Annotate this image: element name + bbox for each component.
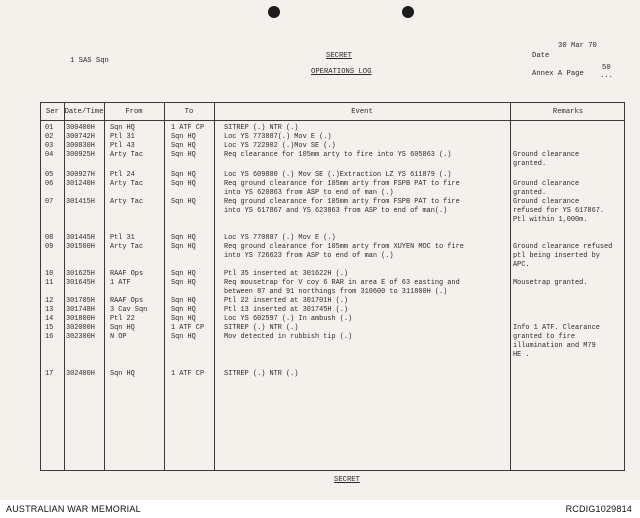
row-remarks-line: Mousetrap granted. bbox=[513, 279, 588, 287]
row-datetime: 301415H bbox=[66, 198, 95, 206]
row-event-line: Req mousetrap for V coy 6 RAR in area E of 63 easting and bbox=[224, 279, 460, 287]
row-from: RAAF Ops bbox=[110, 297, 144, 305]
row-remarks-line: refused for YS 617867. bbox=[513, 206, 604, 215]
row-to: Sqn HQ bbox=[171, 243, 196, 251]
row-from: RAAF Ops bbox=[110, 270, 144, 278]
row-event bbox=[224, 333, 352, 342]
column-divider bbox=[104, 103, 105, 470]
row-to: Sqn HQ bbox=[171, 279, 196, 287]
classification-bottom: SECRET bbox=[334, 476, 360, 484]
row-remarks bbox=[513, 198, 604, 224]
row-remarks-line: Ptl within 1,000m. bbox=[513, 215, 588, 224]
row-to: Sqn HQ bbox=[171, 180, 196, 188]
row-datetime: 301705H bbox=[66, 297, 95, 305]
row-to: 1 ATF CP bbox=[171, 370, 205, 378]
column-header-datetime: Date/Time bbox=[64, 108, 104, 116]
archive-footer bbox=[0, 500, 640, 518]
row-event bbox=[224, 142, 336, 151]
row-event-line: Req ground clearance for 105mm arty from FSPB PAT to fire bbox=[224, 198, 460, 206]
row-ser: 02 bbox=[45, 133, 54, 141]
row-from: N OP bbox=[110, 333, 127, 341]
row-from: Sqn HQ bbox=[110, 124, 135, 132]
row-event-line: Loc YS 773887(.) Mov E (.) bbox=[224, 133, 332, 141]
row-from: Ptl 22 bbox=[110, 315, 135, 323]
row-ser: 08 bbox=[45, 234, 54, 242]
row-datetime: 301240H bbox=[66, 180, 95, 188]
date-label: Date bbox=[532, 52, 550, 60]
row-remarks bbox=[513, 243, 612, 269]
row-to: Sqn HQ bbox=[171, 234, 196, 242]
column-divider bbox=[510, 103, 511, 470]
row-event-line: Req ground clearance for 105mm arty from FSPB PAT to fire bbox=[224, 180, 460, 188]
row-ser: 13 bbox=[45, 306, 54, 314]
log-title: OPERATIONS LOG bbox=[311, 68, 372, 76]
row-datetime: 301645H bbox=[66, 279, 95, 287]
row-event-line: SITREP (.) NTR (.) bbox=[224, 370, 299, 378]
row-event-line: Loc YS 722902 (.)Mov SE (.) bbox=[224, 142, 336, 150]
row-datetime: 302300H bbox=[66, 333, 95, 341]
row-remarks bbox=[513, 279, 587, 288]
row-datetime: 300927H bbox=[66, 171, 95, 179]
row-to: Sqn HQ bbox=[171, 142, 196, 150]
column-header-to: To bbox=[184, 108, 194, 116]
row-event-line: SITREP (.) NTR (.) bbox=[224, 324, 299, 332]
row-to: Sqn HQ bbox=[171, 198, 196, 206]
row-event bbox=[224, 198, 460, 216]
row-event-line: into YS 617867 and YS 623863 from ASP to end of man(.) bbox=[224, 206, 448, 215]
column-header-from: From bbox=[125, 108, 143, 116]
punch-hole bbox=[268, 6, 280, 18]
row-from: Arty Tac bbox=[110, 198, 144, 206]
row-from: Ptl 43 bbox=[110, 142, 135, 150]
row-event-line: between 87 and 91 northings from 310600 to 311800H (.) bbox=[224, 287, 448, 296]
row-event-line: Req ground clearance for 105mm arty from XUYEN MOC to fire bbox=[224, 243, 464, 251]
row-event bbox=[224, 234, 336, 243]
row-datetime: 300830H bbox=[66, 142, 95, 150]
archive-reference: RCDIG1029814 bbox=[565, 504, 632, 514]
row-ser: 09 bbox=[45, 243, 54, 251]
row-event-line: Ptl 35 inserted at 301622H (.) bbox=[224, 270, 349, 278]
row-from: Arty Tac bbox=[110, 243, 144, 251]
row-from: Arty Tac bbox=[110, 180, 144, 188]
row-datetime: 301625H bbox=[66, 270, 95, 278]
row-event bbox=[224, 324, 298, 333]
row-event bbox=[224, 297, 348, 306]
row-ser: 07 bbox=[45, 198, 54, 206]
annex-page-label: Annex A Page bbox=[532, 70, 584, 78]
row-to: Sqn HQ bbox=[171, 333, 196, 341]
column-divider bbox=[214, 103, 215, 470]
row-to: Sqn HQ bbox=[171, 171, 196, 179]
row-ser: 06 bbox=[45, 180, 54, 188]
row-datetime: 302400H bbox=[66, 370, 95, 378]
row-ser: 14 bbox=[45, 315, 54, 323]
row-event bbox=[224, 306, 348, 315]
row-event bbox=[224, 270, 348, 279]
row-remarks bbox=[513, 333, 596, 359]
row-ser: 11 bbox=[45, 279, 54, 287]
column-header-ser: Ser bbox=[46, 108, 59, 116]
row-datetime: 300400H bbox=[66, 124, 95, 132]
row-event bbox=[224, 180, 460, 198]
row-remarks bbox=[513, 180, 579, 198]
row-event-line: SITREP (.) NTR (.) bbox=[224, 124, 299, 132]
row-to: Sqn HQ bbox=[171, 133, 196, 141]
row-datetime: 301748H bbox=[66, 306, 95, 314]
row-ser: 12 bbox=[45, 297, 54, 305]
column-divider bbox=[64, 103, 65, 470]
row-datetime: 301445H bbox=[66, 234, 95, 242]
punch-hole bbox=[402, 6, 414, 18]
archive-name: AUSTRALIAN WAR MEMORIAL bbox=[6, 504, 141, 514]
row-from: Sqn HQ bbox=[110, 324, 135, 332]
row-remarks-line: Info 1 ATF. Clearance bbox=[513, 324, 600, 332]
row-remarks-line: Ground clearance refused bbox=[513, 243, 613, 251]
row-ser: 01 bbox=[45, 124, 54, 132]
row-event bbox=[224, 370, 298, 379]
row-from: Ptl 31 bbox=[110, 133, 135, 141]
row-ser: 17 bbox=[45, 370, 54, 378]
row-ser: 15 bbox=[45, 324, 54, 332]
row-event-line: into YS 620863 from ASP to end of man (.) bbox=[224, 188, 394, 197]
row-event-line: Loc YS 609880 (.) Mov SE (.)Extraction LZ YS 611879 (.) bbox=[224, 171, 452, 179]
row-remarks-line: ptl being inserted by bbox=[513, 251, 600, 260]
row-datetime: 300742H bbox=[66, 133, 95, 141]
row-remarks bbox=[513, 151, 579, 169]
row-from: Ptl 24 bbox=[110, 171, 135, 179]
header-rule bbox=[41, 120, 624, 121]
row-to: 1 ATF CP bbox=[171, 324, 205, 332]
row-from: Sqn HQ bbox=[110, 370, 135, 378]
column-header-remarks: Remarks bbox=[552, 108, 584, 116]
row-to: Sqn HQ bbox=[171, 270, 196, 278]
row-event-line: Ptl 22 inserted at 301701H (.) bbox=[224, 297, 349, 305]
operations-log-table bbox=[40, 102, 625, 471]
row-ser: 05 bbox=[45, 171, 54, 179]
row-remarks-line: granted. bbox=[513, 188, 547, 197]
row-from: Ptl 31 bbox=[110, 234, 135, 242]
unit-name: 1 SAS Sqn bbox=[70, 57, 109, 65]
row-datetime: 302000H bbox=[66, 324, 95, 332]
row-to: Sqn HQ bbox=[171, 315, 196, 323]
row-event bbox=[224, 151, 451, 160]
row-remarks-line: granted. bbox=[513, 159, 547, 168]
row-event bbox=[224, 315, 352, 324]
row-event-line: Ptl 13 inserted at 301745H (.) bbox=[224, 306, 349, 314]
row-event bbox=[224, 279, 460, 297]
row-remarks-line: Ground clearance bbox=[513, 180, 580, 188]
row-remarks-line: APC. bbox=[513, 260, 530, 269]
row-remarks-line: Ground clearance bbox=[513, 198, 580, 206]
row-ser: 16 bbox=[45, 333, 54, 341]
page-number-dots: ... bbox=[600, 72, 613, 80]
row-ser: 04 bbox=[45, 151, 54, 159]
classification-top: SECRET bbox=[326, 52, 352, 60]
row-remarks-line: HE . bbox=[513, 350, 530, 359]
row-event-line: Loc YS 770887 (.) Mov E (.) bbox=[224, 234, 336, 242]
row-to: 1 ATF CP bbox=[171, 124, 205, 132]
row-datetime: 301800H bbox=[66, 315, 95, 323]
row-event-line: Mov detected in rubbish tip (.) bbox=[224, 333, 353, 341]
row-event bbox=[224, 133, 332, 142]
row-datetime: 301500H bbox=[66, 243, 95, 251]
row-event-line: Req clearance for 105mm arty to fire into YS 605863 (.) bbox=[224, 151, 452, 159]
row-event bbox=[224, 171, 451, 180]
column-divider bbox=[164, 103, 165, 470]
row-from: 1 ATF bbox=[110, 279, 131, 287]
row-event-line: Loc YS 602597 (.) In ambush (.) bbox=[224, 315, 353, 323]
row-remarks-line: granted to fire bbox=[513, 333, 576, 341]
row-event bbox=[224, 124, 298, 133]
row-ser: 03 bbox=[45, 142, 54, 150]
date-value: 30 Mar 70 bbox=[558, 42, 597, 50]
row-from: 3 Cav Sqn bbox=[110, 306, 148, 314]
row-to: Sqn HQ bbox=[171, 151, 196, 159]
row-ser: 10 bbox=[45, 270, 54, 278]
row-remarks bbox=[513, 324, 600, 333]
row-to: Sqn HQ bbox=[171, 297, 196, 305]
page-number: 50 bbox=[602, 64, 611, 72]
row-event-line: into YS 726623 from ASP to end of man (.) bbox=[224, 251, 394, 260]
row-datetime: 300925H bbox=[66, 151, 95, 159]
column-header-event: Event bbox=[351, 108, 373, 116]
row-to: Sqn HQ bbox=[171, 306, 196, 314]
row-from: Arty Tac bbox=[110, 151, 144, 159]
row-event bbox=[224, 243, 464, 261]
row-remarks-line: Ground clearance bbox=[513, 151, 580, 159]
row-remarks-line: illumination and M79 bbox=[513, 341, 596, 350]
